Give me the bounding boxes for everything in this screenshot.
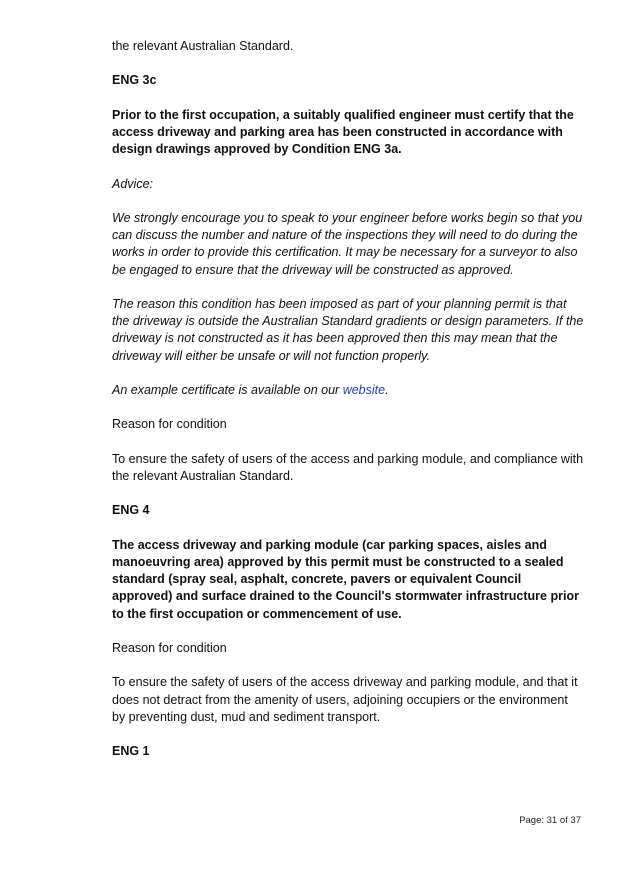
eng-1-heading: ENG 1: [112, 744, 150, 759]
certificate-prefix: An example certificate is available on our: [112, 382, 343, 397]
website-link[interactable]: website: [342, 382, 386, 397]
eng-4-condition: The access driveway and parking module (car parking spaces, aisles and manoeuvring area) approved by this permit must be constructed to a sealed standard (spray seal, asphalt, concrete, pavers or equivalent Council approved) and surface drained to the Council's stormwater infrastructure prior to the first occupation or commencement of use.: [112, 537, 579, 621]
reason-text-2: To ensure the safety of users of the access driveway and parking module, and that it does not detract from the amenity of users, adjoining occupiers or the environment by preventing dust, mud and sediment transport.: [112, 675, 578, 724]
eng-3c-heading: ENG 3c: [112, 73, 157, 88]
advice-paragraph-1: We strongly encourage you to speak to your engineer before works begin so that you can discuss the number and nature of the inspections they will need to do during the works in order to provide this certification. It may be necessary for a surveyor to also be engaged to ensure that the driveway will be constructed as approved.: [112, 210, 583, 277]
certificate-paragraph: [112, 382, 584, 399]
intro-tail-text: the relevant Australian Standard.: [112, 39, 294, 53]
document-body: [112, 38, 584, 778]
certificate-suffix: .: [385, 382, 389, 397]
eng-3c-condition: Prior to the first occupation, a suitably qualified engineer must certify that the access driveway and parking area has been constructed in accordance with design drawings approved by Condition ENG 3a.: [112, 107, 574, 157]
eng-4-heading: ENG 4: [112, 503, 150, 518]
advice-paragraph-2: The reason this condition has been imposed as part of your planning permit is that the driveway is outside the Australian Standard gradients or design parameters. If the driveway is not constructed as it has been approved then this may mean that the driveway will either be unsafe or will not function properly.: [112, 296, 584, 363]
advice-label: Advice:: [112, 176, 153, 191]
page-number: Page: 31 of 37: [519, 815, 581, 826]
reason-label-1: Reason for condition: [112, 417, 227, 432]
reason-label-2: Reason for condition: [112, 640, 227, 655]
reason-text-1: To ensure the safety of users of the access and parking module, and compliance with the relevant Australian Standard.: [112, 451, 584, 483]
